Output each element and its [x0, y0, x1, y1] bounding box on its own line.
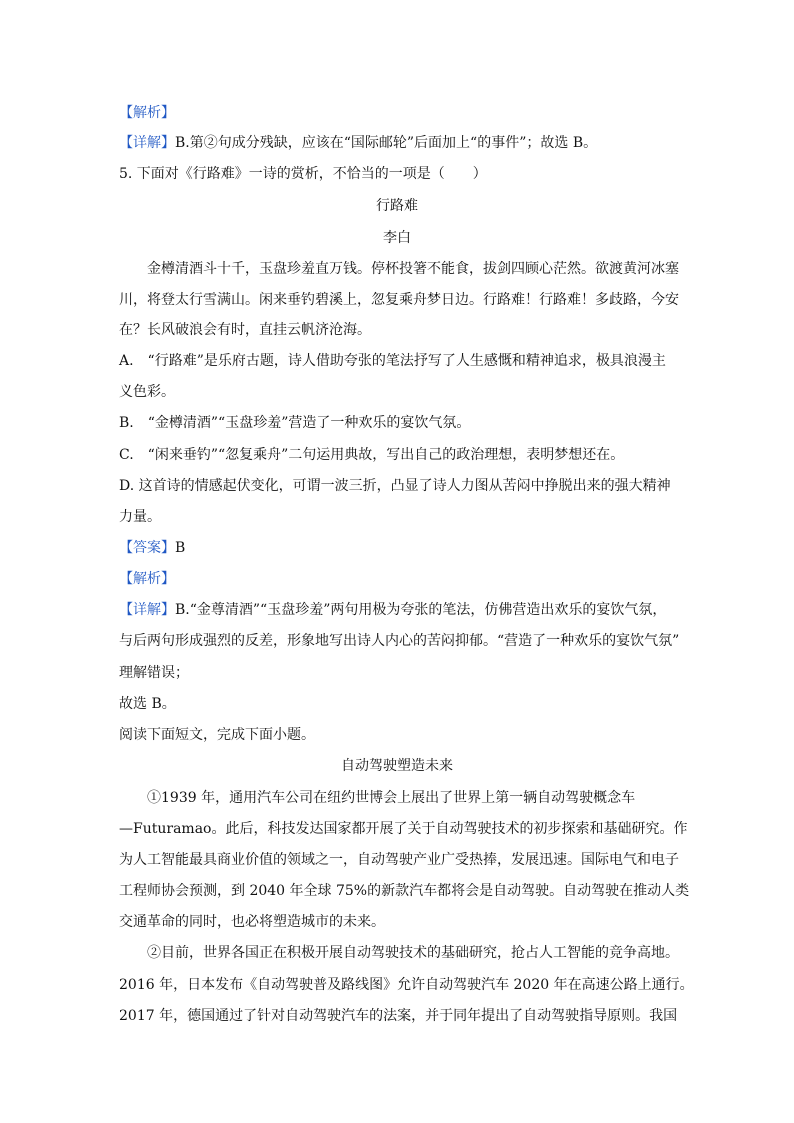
option-a-cont: 义色彩。: [119, 384, 175, 400]
poem-line: 川，将登太行雪满山。闲来垂钓碧溪上，忽复乘舟梦日边。行路难！行路难！多歧路，今安: [119, 292, 679, 308]
option-c: C. “闲来垂钓”“忽复乘舟”二句运用典故，写出自己的政治理想，表明梦想还在。: [119, 447, 625, 463]
detail-line: [119, 600, 666, 620]
option-a: A. “行路难”是乐府古题，诗人借助夸张的笔法抒写了人生感慨和精神追求，极具浪漫主: [119, 353, 666, 369]
poem-title: 行路难: [376, 198, 418, 214]
option-d: D. 这首诗的情感起伏变化，可谓一波三折，凸显了诗人力图从苦闷中挣脱出来的强大精神: [119, 478, 671, 494]
option-d-cont: 力量。: [119, 509, 161, 525]
answer-tag: 【答案】: [119, 540, 175, 556]
reading-line: ①1939 年，通用汽车公司在纽约世博会上展出了世界上第一辆自动驾驶概念车: [147, 790, 636, 806]
detail-text: B.“金尊清酒”“玉盘珍羞”两句用极为夸张的笔法，仿佛营造出欢乐的宴饮气氛，: [175, 602, 667, 618]
poem-author: 李白: [383, 230, 411, 246]
poem-line: 在？长风破浪会有时，直挂云帆济沧海。: [119, 322, 371, 338]
answer-line: [119, 538, 185, 558]
question-stem: 5. 下面对《行路难》一诗的赏析，不恰当的一项是（ ）: [119, 166, 487, 182]
option-b: B. “金樽清酒”“玉盘珍羞”营造了一种欢乐的宴饮气氛。: [119, 415, 471, 431]
reading-line: 2016 年，日本发布《自动驾驶普及路线图》允许自动驾驶汽车 2020 年在高速公路上通行。: [119, 977, 694, 993]
analysis-tag: 【解析】: [119, 105, 175, 121]
detail-text: B.第②句成分残缺，应该在“国际邮轮”后面加上“的事件”；故选 B。: [175, 135, 598, 151]
reading-line: 2017 年，德国通过了针对自动驾驶汽车的法案，并于同年提出了自动驾驶指导原则。我国: [119, 1008, 678, 1024]
reading-line: ②目前，世界各国正在积极开展自动驾驶技术的基础研究，抢占人工智能的竞争高地。: [147, 945, 679, 961]
analysis-tag: 【解析】: [119, 571, 175, 587]
reading-line: 交通革命的同时，也必将塑造城市的未来。: [119, 914, 385, 930]
reading-line: 为人工智能最具商业价值的领域之一，自动驾驶产业广受热捧，发展迅速。国际电气和电子: [119, 852, 679, 868]
reading-instruction: 阅读下面短文，完成下面小题。: [119, 727, 315, 743]
detail-line: [119, 133, 597, 153]
detail-line: 故选 B。: [119, 696, 176, 712]
detail-line: 与后两句形成强烈的反差，形象地写出诗人内心的苦闷抑郁。“营造了一种欢乐的宴饮气氛”: [119, 633, 680, 649]
detail-line: 理解错误；: [119, 665, 189, 681]
reading-line: —Futuramao。此后，科技发达国家都开展了关于自动驾驶技术的初步探索和基础研究。作: [119, 821, 688, 837]
reading-line: 工程师协会预测，到 2040 年全球 75%的新款汽车都将会是自动驾驶。自动驾驶在推动人类: [119, 883, 690, 899]
detail-tag: 【详解】: [119, 135, 175, 151]
reading-title: 自动驾驶塑造未来: [341, 758, 453, 774]
poem-line: 金樽清酒斗十千，玉盘珍羞直万钱。停杯投箸不能食，拔剑四顾心茫然。欲渡黄河冰塞: [147, 261, 679, 277]
detail-tag: 【详解】: [119, 602, 175, 618]
answer-value: B: [175, 540, 186, 556]
